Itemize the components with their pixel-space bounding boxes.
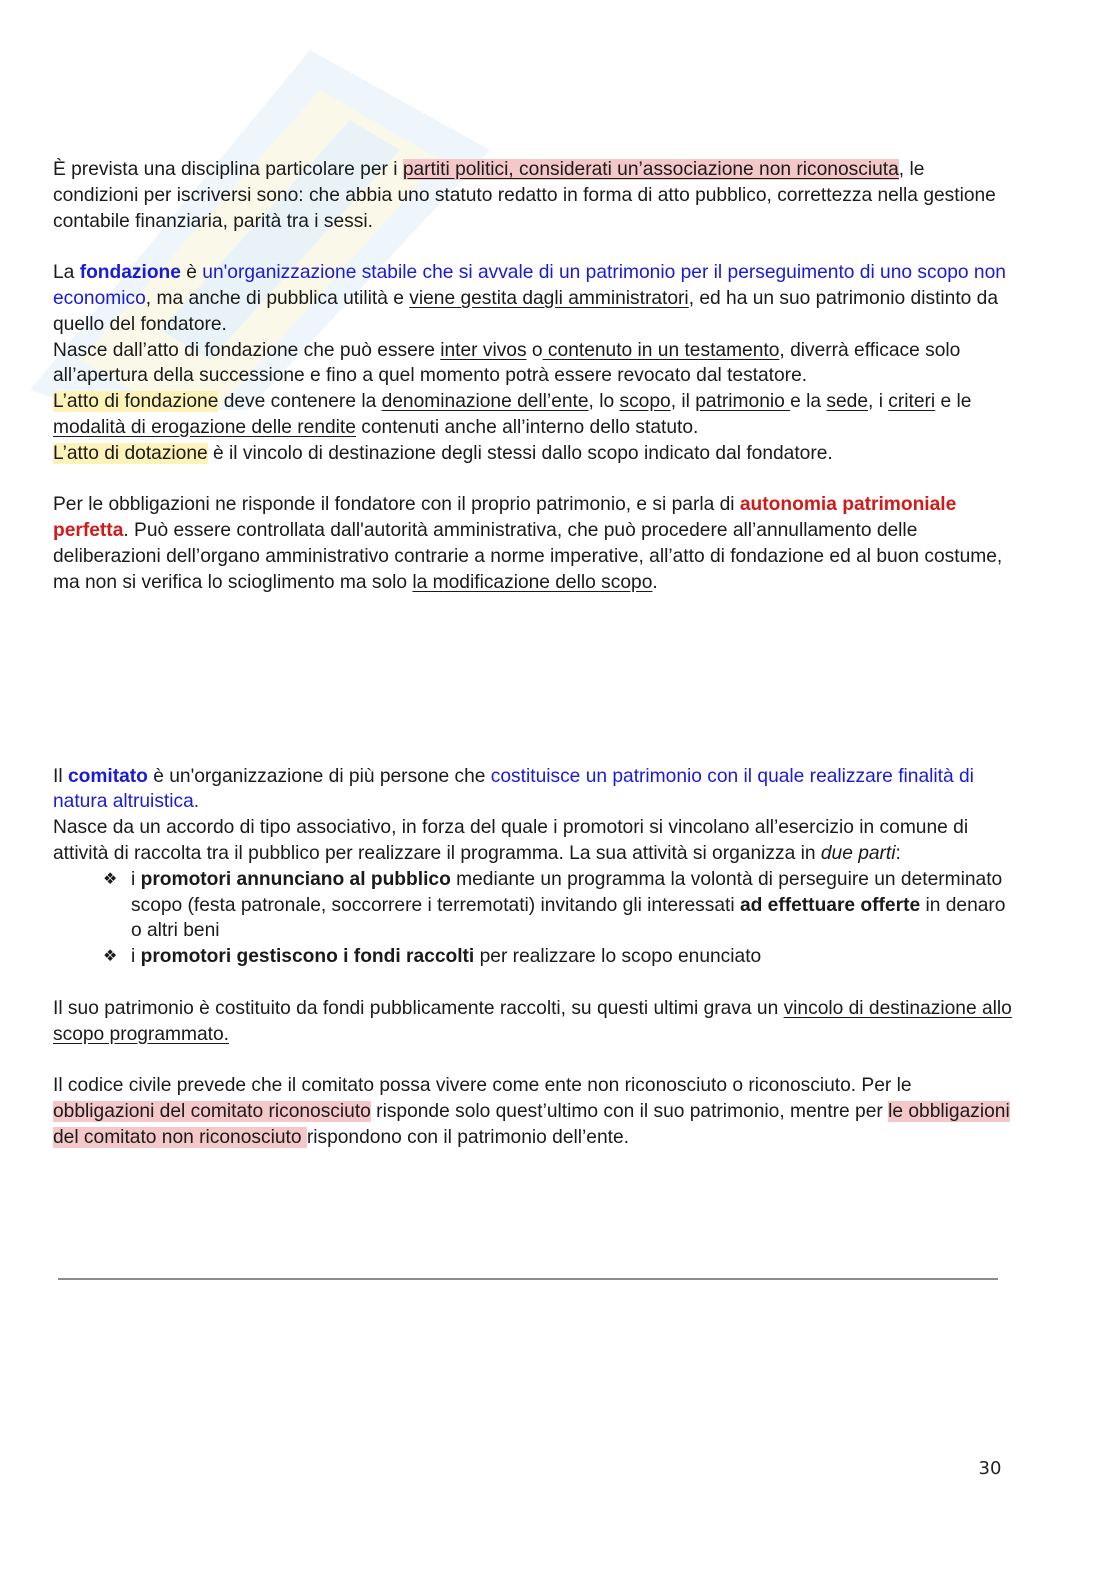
text-run: Il codice civile prevede che il comitato possa vivere come ente non riconosciuto o riconosciuto. Per le — [53, 1075, 912, 1097]
term-fondazione: fondazione — [79, 262, 181, 284]
highlighted-partiti-politici: partiti politici, considerati un’associazione non riconosciuta — [402, 159, 899, 180]
text-run: . — [652, 571, 658, 593]
text-run: è — [180, 262, 203, 284]
text-run: rispondono con il patrimonio dell’ente. — [306, 1126, 629, 1148]
underlined-scopo: scopo — [619, 391, 671, 413]
underlined-sede: sede — [826, 391, 869, 413]
list-item — [103, 867, 1013, 944]
text-run: deve contenere la — [218, 391, 382, 413]
text-run: e la — [790, 391, 827, 413]
text-run: , i — [868, 391, 889, 413]
text-run: , diverrà efficace solo all’apertura della successione e fino a quel momento potrà essere revocato dal testatore. — [53, 339, 961, 387]
bullet-list — [53, 867, 1013, 970]
text-run: è un'organizzazione di più persone che — [147, 765, 491, 787]
text-run: La — [53, 262, 80, 284]
text-run: in denaro o altri beni — [131, 894, 1006, 942]
text-run: Per le obbligazioni ne risponde il fondatore con il proprio patrimonio, e si parla di — [53, 494, 740, 516]
paragraph-fondazione-definition — [53, 260, 1013, 337]
highlighted-comitato-riconosciuto: obbligazioni del comitato riconosciuto — [53, 1100, 371, 1122]
underlined-inter-vivos: inter vivos — [440, 339, 527, 361]
text-run: È prevista una disciplina particolare per i — [53, 159, 403, 180]
text-run: i — [131, 868, 141, 890]
text-run: Nasce dall’atto di fondazione che può essere — [53, 339, 441, 361]
paragraph-codice-civile — [53, 1073, 1013, 1150]
paragraph-atto-dotazione — [53, 441, 1013, 467]
text-run: . Può essere controllata dall'autorità amministrativa, che può procedere all’annullamento delle deliberazioni dell’organo amministrativo contrarie a norme imperative, all’atto di fondazione ed al buon costume, ma non si verifica lo scioglimento ma solo — [53, 520, 1003, 593]
text-run: , lo — [588, 391, 620, 413]
bold-promotori-gestiscono: promotori gestiscono i fondi raccolti — [140, 946, 475, 968]
underlined-gestita-amministratori: viene gestita dagli amministratori — [409, 287, 689, 309]
bold-effettuare-offerte: ad effettuare offerte — [739, 894, 921, 916]
text-run: Nasce da un accordo di tipo associativo, in forza del quale i promotori si vincolano all’esercizio in comune di attività di raccolta tra il pubblico per realizzare il programma. La sua attività si organizza in — [53, 817, 969, 864]
list-item — [103, 944, 1013, 970]
horizontal-divider — [58, 1278, 998, 1280]
underlined-testamento: contenuto in un testamento — [542, 339, 780, 361]
paragraph-autonomia-patrimoniale — [53, 492, 1013, 595]
text-run: risponde solo quest’ultimo con il suo patrimonio, mentre per — [370, 1100, 889, 1122]
definition-comitato: costituisce un patrimonio con il quale realizzare finalità di natura altruistica. — [53, 765, 974, 813]
text-run: : — [895, 842, 901, 864]
underlined-modificazione-scopo: la modificazione dello scopo — [412, 571, 653, 593]
highlighted-atto-dotazione: L’atto di dotazione — [53, 442, 208, 464]
text-run: per realizzare lo scopo enunciato — [474, 946, 762, 968]
term-comitato: comitato — [67, 765, 148, 787]
text-run: mediante un programma la volontà di perseguire un determinato scopo (festa patronale, soccorrere i terremotati) invitando gli interessati — [131, 868, 1003, 916]
text-run: o — [526, 339, 543, 361]
text-run: Il suo patrimonio è costituito da fondi pubblicamente raccolti, su questi ultimi grava un — [53, 997, 784, 1019]
text-run: e le — [935, 391, 972, 413]
bold-promotori-annunciano: promotori annunciano al pubblico — [140, 868, 451, 890]
page-number: 30 — [978, 1458, 1002, 1479]
underlined-criteri: criteri — [888, 391, 936, 413]
diamond-bullet-icon: ❖ — [103, 870, 118, 888]
underlined-modalita-erogazione: modalità di erogazione delle rendite — [53, 416, 356, 438]
text-run: , il — [670, 391, 696, 413]
paragraph-comitato-origin — [53, 815, 1013, 867]
paragraph-partiti-politici — [53, 157, 1013, 234]
diamond-bullet-icon: ❖ — [103, 948, 118, 966]
paragraph-atto-fondazione-contents — [53, 389, 1013, 441]
paragraph-atto-fondazione-origin — [53, 338, 1013, 390]
highlighted-atto-fondazione: L’atto di fondazione — [53, 391, 219, 413]
paragraph-comitato-definition — [53, 764, 1013, 816]
term-autonomia-patrimoniale-perfetta: autonomia patrimoniale perfetta — [53, 494, 957, 542]
paragraph-patrimonio-comitato — [53, 996, 1013, 1048]
text-run: è il vincolo di destinazione degli stessi dallo scopo indicato dal fondatore. — [207, 442, 833, 464]
underlined-vincolo-destinazione: vincolo di destinazione allo scopo programmato. — [53, 997, 1012, 1045]
text-run: , le condizioni per iscriversi sono: che abbia uno statuto redatto in forma di atto pubblico, correttezza nella gestione contabile finanziaria, parità tra i sessi. — [53, 159, 996, 232]
text-run: , ed ha un suo patrimonio distinto da quello del fondatore. — [53, 287, 999, 335]
text-run: Il — [53, 765, 68, 787]
underlined-denominazione: denominazione dell’ente — [381, 391, 589, 413]
highlighted-comitato-non-riconosciuto: le obbligazioni del comitato non riconosciuto — [53, 1100, 1010, 1148]
underlined-patrimonio: patrimonio — [695, 391, 791, 413]
italic-due-parti: due parti — [820, 842, 896, 864]
text-run: , ma anche di pubblica utilità e — [145, 287, 410, 309]
document-body — [53, 157, 1013, 1151]
text-run: contenuti anche all’interno dello statuto. — [355, 416, 699, 438]
definition-fondazione: un'organizzazione stabile che si avvale di un patrimonio per il perseguimento di uno scopo non economico — [53, 262, 1006, 309]
text-run: i — [131, 946, 141, 968]
